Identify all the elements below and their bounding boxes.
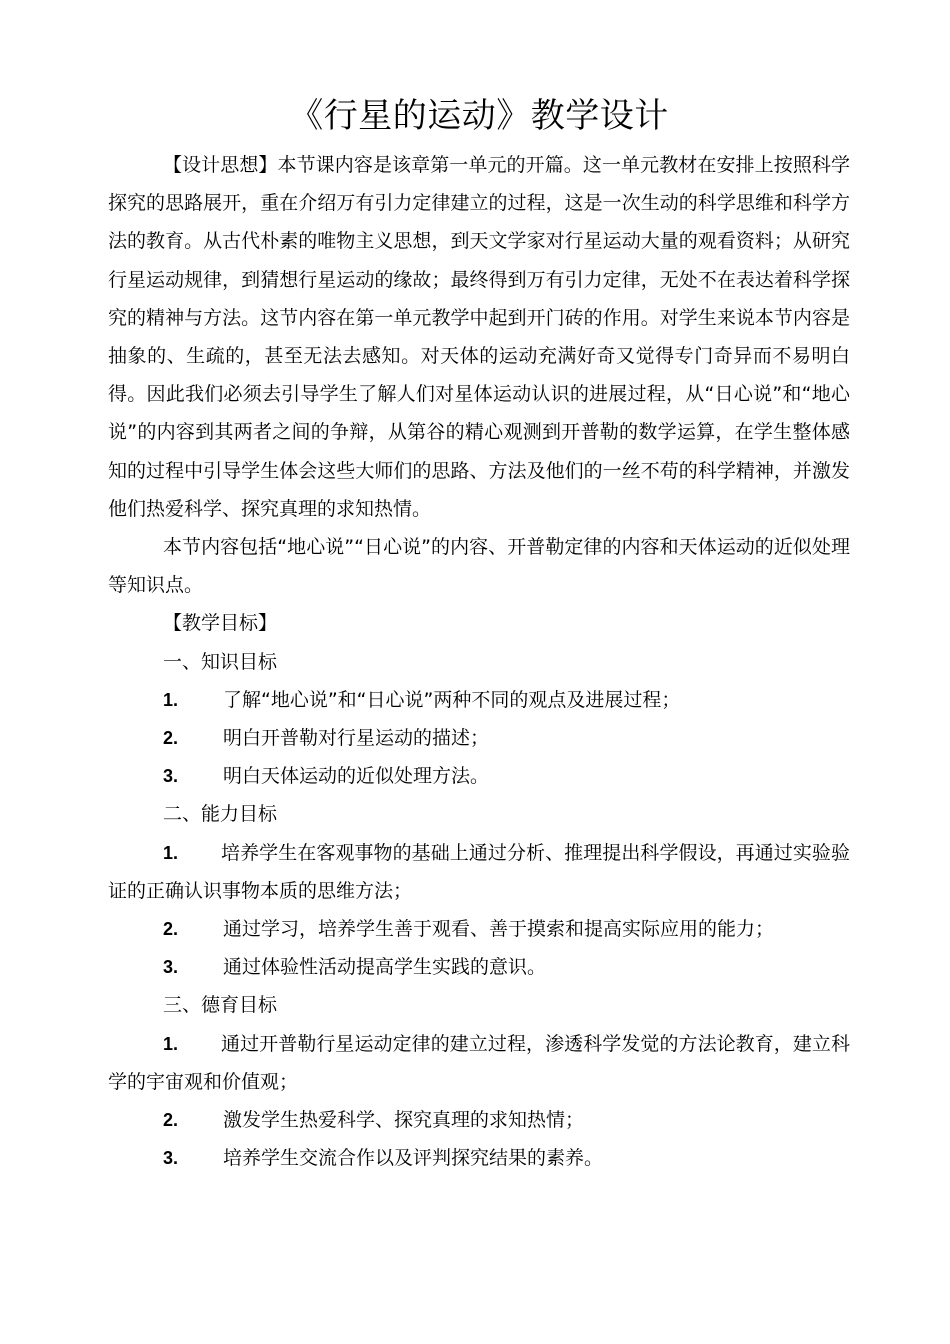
- list-item: [108, 834, 850, 910]
- list-item-number: 2.: [163, 1110, 179, 1131]
- content-summary-paragraph: 本节内容包括“地心说”“日心说”的内容、开普勒定律的内容和天体运动的近似处理等知识点。: [108, 536, 850, 597]
- document-title: 《行星的运动》教学设计: [289, 96, 669, 136]
- list-item-number: 1.: [163, 842, 179, 863]
- list-item-text: 激发学生热爱科学、探究真理的求知热情；: [223, 1109, 585, 1132]
- list-item-number: 3.: [163, 766, 179, 787]
- list-item-number: 3.: [163, 957, 179, 978]
- list-item: [108, 719, 850, 757]
- list-item: [108, 1025, 850, 1101]
- list-item-text: 通过学习，培养学生善于观看、善于摸索和提高实际应用的能力；: [223, 918, 775, 941]
- list-item-number: 1.: [163, 689, 179, 710]
- list-item: [108, 1101, 850, 1139]
- list-item-text: 明白开普勒对行星运动的描述；: [223, 727, 490, 750]
- document-page: [108, 92, 850, 1177]
- list-item: [108, 1139, 850, 1177]
- ability-goals-heading: 二、能力目标: [163, 803, 278, 826]
- list-item: [108, 948, 850, 986]
- list-item: [108, 757, 850, 795]
- list-item-number: 2.: [163, 919, 179, 940]
- list-item-text: 明白天体运动的近似处理方法。: [223, 765, 490, 788]
- list-item-text: 通过体验性活动提高学生实践的意识。: [223, 956, 547, 979]
- list-item-text: 培养学生在客观事物的基础上通过分析、推理提出科学假设，再通过实验验证的正确认识事物本质的思维方法；: [108, 841, 850, 902]
- list-item-number: 1.: [163, 1033, 179, 1054]
- teaching-goals-heading: 【教学目标】: [163, 612, 278, 635]
- design-thought-paragraph: 【设计思想】本节课内容是该章第一单元的开篇。这一单元教材在安排上按照科学探究的思路展开，重在介绍万有引力定律建立的过程，这是一次生动的科学思维和科学方法的教育。从古代朴素的唯物主义思想，到天文学家对行星运动大量的观看资料；从研究行星运动规律，到猜想行星运动的缘故；最终得到万有引力定律，无处不在表达着科学探究的精神与方法。这节内容在第一单元教学中起到开门砖的作用。对学生来说本节内容是抽象的、生疏的，甚至无法去感知。对天体的运动充满好奇又觉得专门奇异而不易明白得。因此我们必须去引导学生了解人们对星体运动认识的进展过程，从“日心说”和“地心说”的内容到其两者之间的争辩，从第谷的精心观测到开普勒的数学运算，在学生整体感知的过程中引导学生体会这些大师们的思路、方法及他们的一丝不苟的科学精神，并激发他们热爱科学、探究真理的求知热情。: [108, 154, 850, 520]
- list-item-text: 通过开普勒行星运动定律的建立过程，渗透科学发觉的方法论教育，建立科学的宇宙观和价值观；: [108, 1032, 850, 1093]
- list-item-number: 2.: [163, 728, 179, 749]
- moral-goals-heading: 三、德育目标: [163, 994, 278, 1017]
- list-item: [108, 681, 850, 719]
- list-item-number: 3.: [163, 1148, 179, 1169]
- list-item-text: 培养学生交流合作以及评判探究结果的素养。: [223, 1147, 604, 1170]
- list-item: [108, 910, 850, 948]
- knowledge-goals-heading: 一、知识目标: [163, 650, 278, 673]
- list-item-text: 了解“地心说”和“日心说”两种不同的观点及进展过程；: [223, 688, 681, 711]
